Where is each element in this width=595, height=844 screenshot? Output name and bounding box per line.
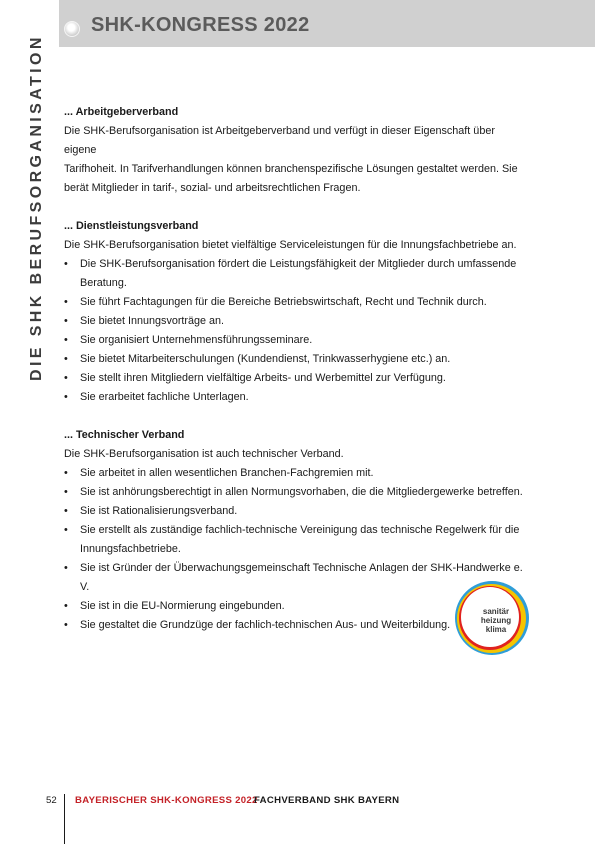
list-item — [64, 331, 524, 350]
list-item-text: Beratung. — [80, 277, 127, 289]
section-intro: Die SHK-Berufsorganisation ist auch technischer Verband. — [64, 448, 344, 460]
bullet-icon: • — [64, 600, 68, 612]
section-technischer-verband — [64, 426, 524, 635]
bullet-icon: • — [64, 486, 68, 498]
logo-text — [461, 607, 529, 634]
paragraph-line: Tarifhoheit. In Tarifverhandlungen können branchenspezifische Lösungen gestaltet werden. Sie — [64, 163, 518, 175]
list-item-text: Sie ist anhörungsberechtigt in allen Normungsvorhaben, die die Mitgliedergewerke betreffen. — [80, 486, 523, 498]
bullet-icon: • — [64, 524, 68, 536]
bullet-icon: • — [64, 619, 68, 631]
paragraph-line: berät Mitglieder in tarif-, sozial- und arbeitsrechtlichen Fragen. — [64, 182, 361, 194]
list-item-text: Die SHK-Berufsorganisation fördert die Leistungsfähigkeit der Mitglieder durch umfassende — [80, 258, 517, 270]
bullet-icon: • — [64, 372, 68, 384]
section-arbeitgeberverband — [64, 103, 524, 198]
list-item — [64, 502, 524, 521]
list-item — [64, 464, 524, 483]
bullet-icon: • — [64, 467, 68, 479]
logo-line: heizung — [480, 616, 512, 625]
list-item — [64, 255, 524, 293]
list-item — [64, 350, 524, 369]
section-dienstleistungsverband — [64, 217, 524, 407]
list-item-text: Sie organisiert Unternehmensführungsseminare. — [80, 334, 313, 346]
list-item — [64, 521, 524, 559]
header-bullet-icon — [64, 21, 80, 37]
bullet-icon: • — [64, 505, 68, 517]
list-item — [64, 369, 524, 388]
list-item-text: Sie stellt ihren Mitgliedern vielfältige Arbeits- und Werbemittel zur Verfügung. — [80, 372, 446, 384]
bullet-icon: • — [64, 391, 68, 403]
list-item-text: Sie erstellt als zuständige fachlich-technische Vereinigung das technische Regelwerk für die — [80, 524, 520, 536]
list-item — [64, 312, 524, 331]
list-item-text: Sie führt Fachtagungen für die Bereiche Betriebswirtschaft, Recht und Technik durch. — [80, 296, 487, 308]
bullet-list — [64, 255, 524, 407]
bullet-icon: • — [64, 353, 68, 365]
bullet-icon: • — [64, 334, 68, 346]
section-intro: Die SHK-Berufsorganisation bietet vielfältige Serviceleistungen für die Innungsfachbetriebe an. — [64, 239, 517, 251]
section-heading: ... Dienstleistungsverband — [64, 220, 199, 232]
list-item-text: Sie erarbeitet fachliche Unterlagen. — [80, 391, 249, 403]
logo-center — [461, 587, 519, 647]
list-item-text: Sie arbeitet in allen wesentlichen Branchen-Fachgremien mit. — [80, 467, 374, 479]
list-item — [64, 293, 524, 312]
bullet-icon: • — [64, 296, 68, 308]
list-item-text: Sie bietet Mitarbeiterschulungen (Kundendienst, Trinkwasserhygiene etc.) an. — [80, 353, 451, 365]
shk-logo — [455, 581, 529, 655]
list-item — [64, 483, 524, 502]
page-title: SHK-KONGRESS 2022 — [91, 14, 310, 36]
list-item-text: Sie ist Rationalisierungsverband. — [80, 505, 238, 517]
footer-congress: BAYERISCHER SHK-KONGRESS 2022 — [75, 795, 258, 806]
logo-line: sanitär — [482, 607, 510, 616]
bullet-icon: • — [64, 258, 68, 270]
list-item-text: Sie ist in die EU-Normierung eingebunden. — [80, 600, 285, 612]
section-heading: ... Arbeitgeberverband — [64, 106, 179, 118]
bullet-icon: • — [64, 315, 68, 327]
bullet-icon: • — [64, 562, 68, 574]
list-item-text: Sie bietet Innungsvorträge an. — [80, 315, 225, 327]
side-section-label: DIE SHK BERUFSORGANISATION — [28, 34, 45, 381]
list-item-text: Sie gestaltet die Grundzüge der fachlich-technischen Aus- und Weiterbildung. — [80, 619, 451, 631]
section-heading: ... Technischer Verband — [64, 429, 185, 441]
footer-association: FACHVERBAND SHK BAYERN — [254, 795, 400, 806]
paragraph-line: Die SHK-Berufsorganisation ist Arbeitgeberverband und verfügt in dieser Eigenschaft über eigene — [64, 125, 495, 156]
footer-divider — [64, 794, 65, 844]
list-item-text: Innungsfachbetriebe. — [80, 543, 181, 555]
logo-line: klima — [485, 625, 507, 634]
list-item — [64, 559, 524, 597]
page-number: 52 — [46, 795, 57, 806]
list-item-text: Sie ist Gründer der Überwachungsgemeinschaft Technische Anlagen der SHK-Handwerke e. V. — [80, 562, 523, 593]
list-item — [64, 388, 524, 407]
main-content — [64, 103, 524, 654]
